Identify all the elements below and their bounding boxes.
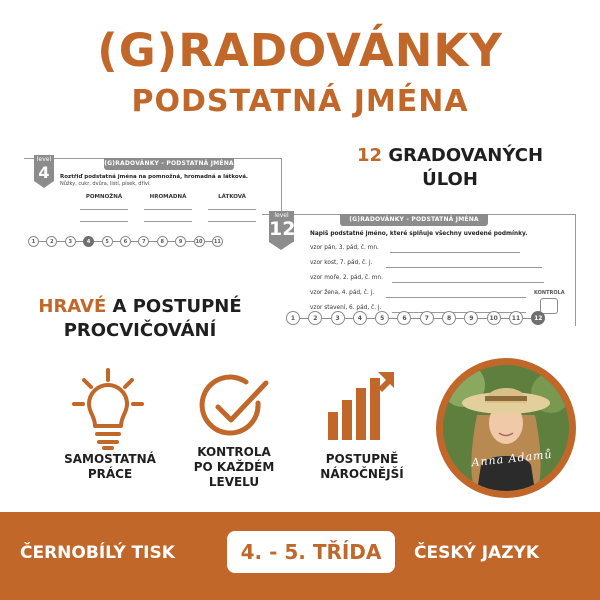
grade-badge: 4. - 5. TŘÍDA	[227, 531, 395, 573]
card_level12-step-9: 9	[464, 311, 478, 325]
progress-connector	[411, 318, 419, 319]
print-type-label: ČERNOBÍLÝ TISK	[20, 543, 175, 563]
page-title: (G)RADOVÁNKY	[97, 24, 503, 77]
lightbulb-icon	[70, 366, 146, 456]
card_level12-step-10: 10	[487, 311, 501, 325]
column-heading: HROMADNÁ	[149, 194, 187, 200]
level-number: 4	[38, 163, 50, 182]
card_level4-step-9: 9	[175, 236, 186, 247]
card_level4-step-3: 3	[65, 236, 76, 247]
card_level12-step-11: 11	[509, 311, 523, 325]
progress-connector	[300, 318, 308, 319]
task-row: vzor moře, 2. pád, č. mn.	[310, 275, 383, 281]
task-words: Nůžky, cukr, dvůra, listí, písek, dříví.	[60, 181, 151, 187]
feature-label-line: PRÁCE	[87, 467, 133, 481]
progress-connector	[456, 318, 464, 319]
rising-bars-icon	[324, 372, 396, 446]
task-row: vzor stavení, 6. pád, č. j.	[310, 305, 382, 311]
worksheet-header: (G)RADOVÁNKY - PODSTATNÁ JMÉNA	[340, 214, 488, 226]
answer-line	[208, 221, 256, 222]
tasks-count-headline	[330, 145, 570, 167]
level-word: level	[36, 156, 52, 163]
play-headline-accent: HRAVÉ	[38, 296, 107, 317]
progress-connector	[523, 318, 531, 319]
card_level4-step-1: 1	[28, 236, 39, 247]
answer-line	[80, 209, 128, 210]
feature-label	[302, 452, 422, 482]
level-word: level	[274, 212, 289, 219]
feature-label-line: POSTUPNĚ	[325, 452, 399, 466]
page-subtitle: PODSTATNÁ JMÉNA	[131, 84, 469, 119]
level-progress-track	[286, 311, 545, 325]
feature-label-line: LEVELU	[208, 475, 260, 489]
level-number: 12	[269, 218, 296, 240]
progress-connector	[149, 241, 156, 242]
progress-connector	[168, 241, 175, 242]
worksheet-preview-level-4	[24, 158, 282, 244]
feature-label-line: NÁROČNĚJŠÍ	[320, 467, 404, 481]
card_level4-step-6: 6	[120, 236, 131, 247]
progress-connector	[389, 318, 397, 319]
card_level12-step-4: 4	[353, 311, 367, 325]
answer-line	[144, 221, 192, 222]
progress-connector	[113, 241, 120, 242]
task-row: vzor pán, 3. pád, č. mn.	[310, 245, 379, 251]
feature-label	[50, 452, 170, 482]
progress-connector	[345, 318, 353, 319]
progress-connector	[367, 318, 375, 319]
progress-connector	[131, 241, 138, 242]
progress-connector	[322, 318, 330, 319]
author-photo	[443, 365, 569, 491]
level-badge	[269, 211, 294, 242]
answer-line	[208, 209, 256, 210]
feature-label-line: KONTROLA	[197, 445, 271, 459]
tasks-count: 12	[356, 145, 383, 166]
worksheet-preview-level-12	[262, 214, 576, 326]
column-heading: LÁTKOVÁ	[218, 194, 246, 200]
answer-line	[386, 297, 526, 298]
card_level4-step-5: 5	[102, 236, 113, 247]
card_level4-step-10: 10	[194, 236, 205, 247]
progress-connector	[186, 241, 193, 242]
card_level12-step-12: 12	[531, 311, 545, 325]
play-headline-text: A POSTUPNÉ	[106, 296, 242, 317]
feature-label-line: SAMOSTATNÁ	[64, 452, 156, 466]
progress-connector	[94, 241, 101, 242]
card_level4-step-8: 8	[157, 236, 168, 247]
tasks-count-text: GRADOVANÝCH	[382, 145, 544, 166]
progress-connector	[205, 241, 212, 242]
progress-connector	[39, 241, 46, 242]
answer-line	[80, 221, 128, 222]
card_level4-step-2: 2	[46, 236, 57, 247]
card_level4-step-11: 11	[212, 236, 223, 247]
feature-label-line: PO KAŽDÉM	[193, 460, 275, 474]
task-instruction: Napiš podstatné jméno, které splňuje všechny uvedené podmínky.	[310, 231, 528, 237]
card_level12-step-6: 6	[397, 311, 411, 325]
answer-line	[392, 282, 544, 283]
task-row: vzor žena, 4. pád, č. j.	[310, 290, 375, 296]
card_level12-step-2: 2	[308, 311, 322, 325]
card_level12-step-3: 3	[331, 311, 345, 325]
progress-connector	[434, 318, 442, 319]
column-heading: POMNOŽNÁ	[85, 194, 123, 200]
subject-label: ČESKÝ JAZYK	[414, 543, 540, 563]
level-badge	[34, 155, 54, 181]
answer-line	[390, 252, 520, 253]
checkmark-circle-icon	[196, 369, 272, 449]
author-signature: Anna Adamů	[470, 447, 554, 470]
card_level12-step-5: 5	[375, 311, 389, 325]
tasks-count-headline-line2: ÚLOH	[422, 169, 478, 190]
play-headline	[20, 296, 260, 318]
progress-connector	[501, 318, 509, 319]
play-headline-line2: PROCVIČOVÁNÍ	[63, 320, 217, 341]
task-instruction: Roztřiď podstatná jména na pomnožná, hromadná a látková.	[60, 174, 248, 180]
author-photo-frame	[436, 358, 576, 498]
answer-line	[144, 209, 192, 210]
card_level4-step-4: 4	[83, 236, 94, 247]
feature-label	[174, 445, 294, 490]
progress-connector	[76, 241, 83, 242]
level-progress-track	[28, 236, 223, 247]
card_level12-step-1: 1	[286, 311, 300, 325]
progress-connector	[478, 318, 486, 319]
card_level12-step-7: 7	[420, 311, 434, 325]
card_level12-step-8: 8	[442, 311, 456, 325]
worksheet-header: (G)RADOVÁNKY - PODSTATNÁ JMÉNA	[104, 158, 234, 170]
kontrola-label: KONTROLA	[534, 290, 565, 296]
progress-connector	[57, 241, 64, 242]
task-row: vzor kost, 7. pád, č. j.	[310, 260, 373, 266]
card_level4-step-7: 7	[138, 236, 149, 247]
answer-line	[386, 267, 542, 268]
